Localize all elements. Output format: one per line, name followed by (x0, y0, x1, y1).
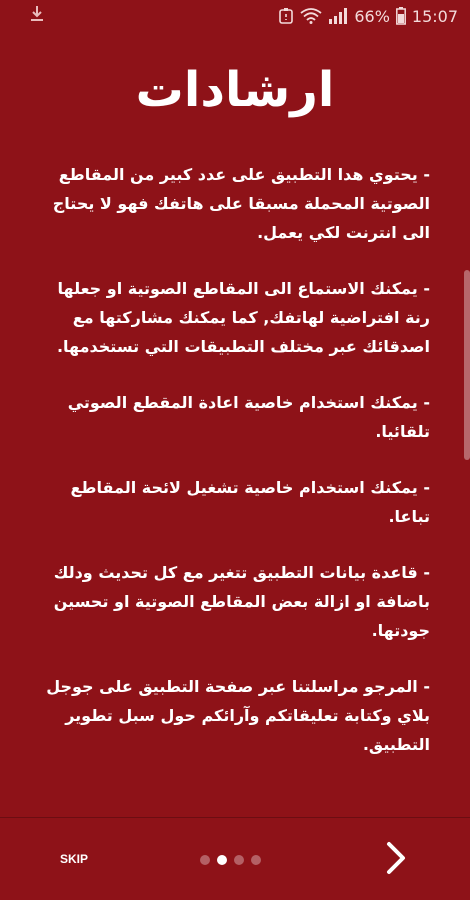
page-indicator (200, 855, 261, 865)
download-icon (30, 5, 44, 27)
battery-percent: 66% (354, 6, 390, 26)
instruction-paragraph: - يمكنك الاستماع الى المقاطع الصوتية او جعلها رنة افتراضية لهاتفك, كما يمكنك مشاركتها مع اصدقائك عبر مختلف التطبيقات التي تستخدمها. (56, 279, 430, 356)
page-dot-3[interactable] (234, 855, 244, 865)
onboarding-footer (0, 818, 470, 900)
instruction-paragraph: - المرجو مراسلتنا عبر صفحة التطبيق على جوجل بلاي وكتابة تعليقاتكم وآرائكم حول سبل تطوير التطبيق. (46, 677, 430, 754)
instruction-paragraph: - يمكنك استخدام خاصية تشغيل لائحة المقاطع تباعا. (70, 478, 430, 526)
battery-icon (396, 7, 406, 25)
page-dot-2[interactable] (217, 855, 227, 865)
page-dot-1[interactable] (200, 855, 210, 865)
next-button[interactable] (378, 840, 414, 880)
status-bar (0, 0, 470, 32)
page-dot-4[interactable] (251, 855, 261, 865)
page-title: ارشادات (135, 62, 335, 118)
clock: 15:07 (411, 6, 458, 26)
instruction-paragraph: - يحتوي هدا التطبيق على عدد كبير من المقاطع الصوتية المحملة مسبقا على هاتفك فهو لا يحتاج الى انترنت لكي يعمل. (52, 165, 430, 242)
instructions-list (40, 160, 430, 786)
signal-icon (328, 8, 348, 24)
instruction-paragraph: - يمكنك استخدام خاصية اعادة المقطع الصوتي تلقائيا. (67, 393, 430, 441)
wifi-icon (300, 8, 322, 24)
alarm-icon (278, 7, 294, 25)
chevron-right-icon (385, 841, 407, 879)
scrollbar[interactable] (464, 270, 470, 460)
instruction-paragraph: - قاعدة بيانات التطبيق تتغير مع كل تحديث ودلك باضافة او ازالة بعض المقاطع الصوتية او تحسين جودتها. (53, 563, 430, 640)
skip-button[interactable]: SKIP (60, 852, 89, 866)
